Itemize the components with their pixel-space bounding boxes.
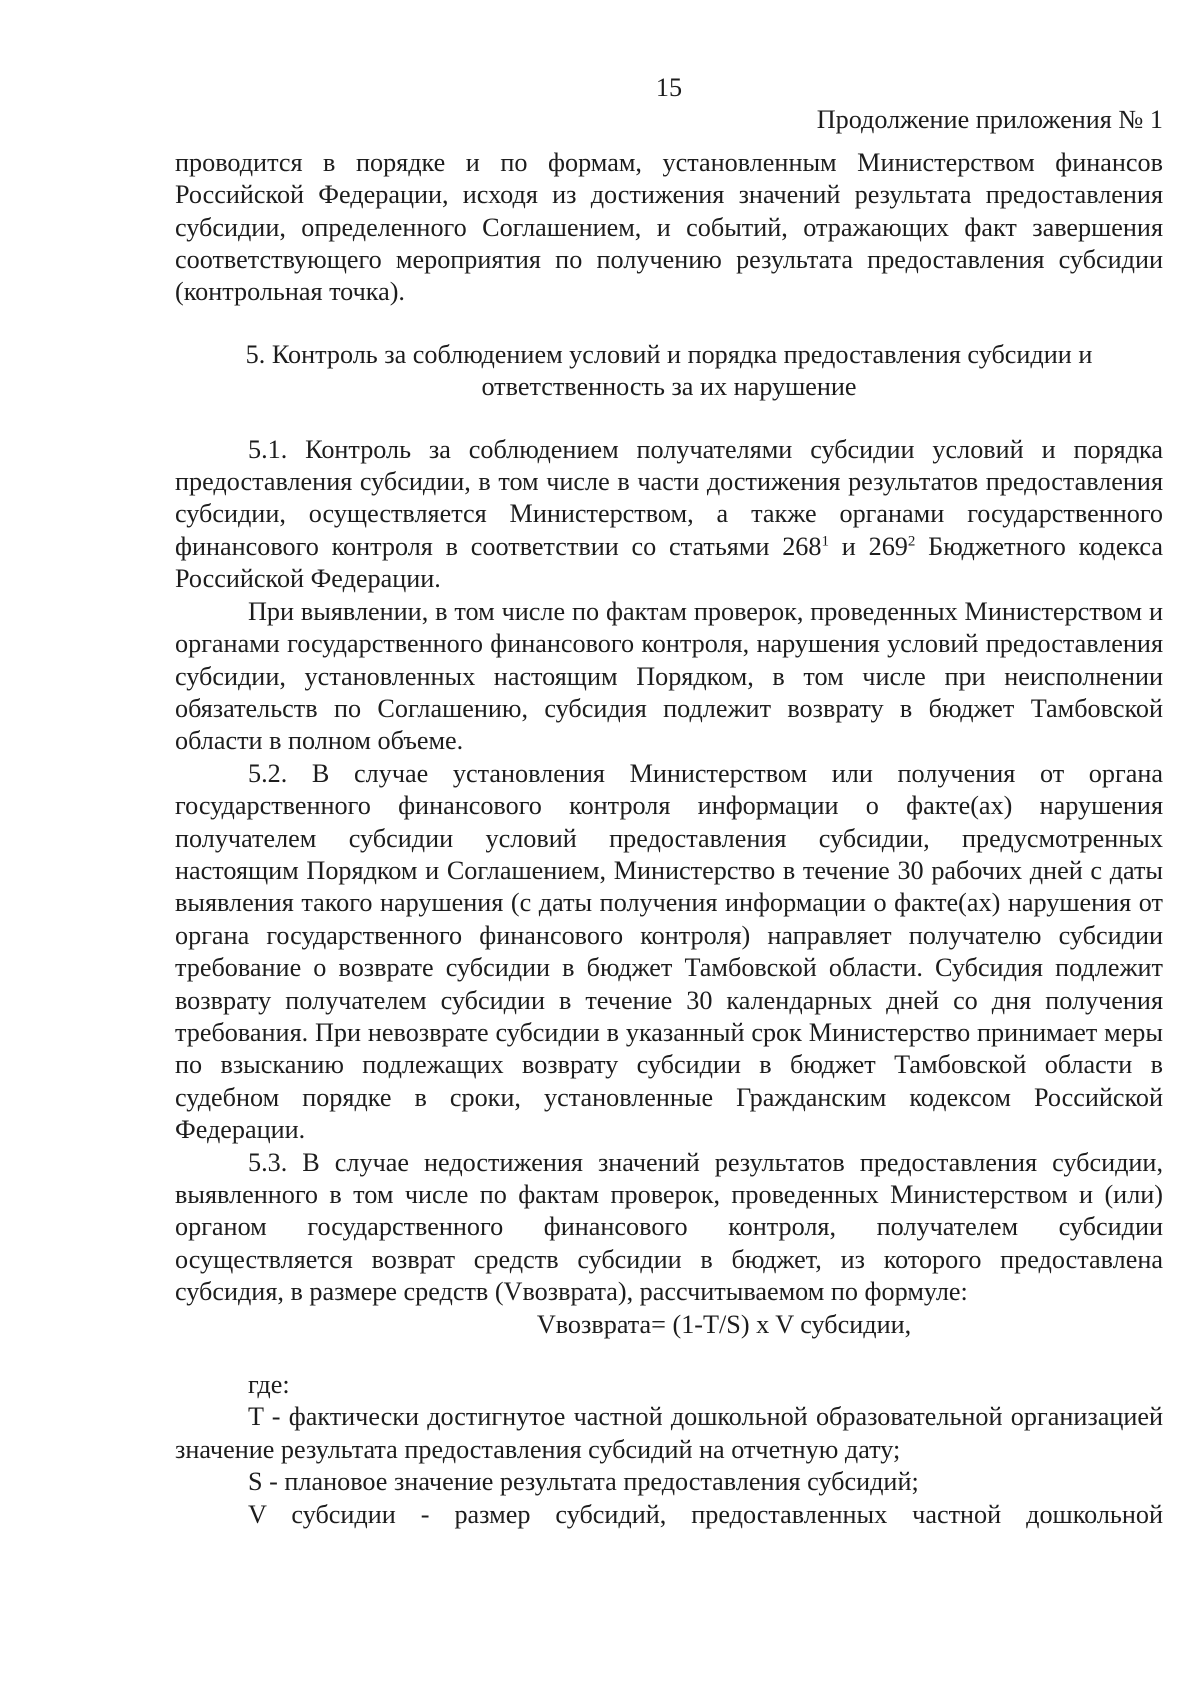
page-number bbox=[175, 72, 1163, 104]
paragraph-5-1-b: При выявлении, в том числе по фактам проверок, проведенных Министерством и органами государственного финансового контроля, нарушения условий предоставления субсидии, установленных настоящим Порядком, в том числе при неисполнении обязательств по Соглашению, субсидия подлежит возврату в бюджет Тамбовской области в полном объеме. bbox=[175, 596, 1163, 756]
section-5-title bbox=[175, 339, 1163, 404]
appendix-note: Продолжение приложения № 1 bbox=[816, 105, 1163, 135]
page-number-text: 15 bbox=[655, 73, 683, 102]
definition-t: T - фактически достигнутое частной дошкольной образовательной организацией значение результата предоставления субсидий на отчетную дату; bbox=[175, 1402, 1163, 1464]
superscript-2: 2 bbox=[907, 533, 916, 550]
paragraph-5-1-end: Бюджетного кодекса Российской Федерации. bbox=[175, 531, 1163, 594]
document-page bbox=[175, 72, 1163, 1531]
section-title-line-1: 5. Контроль за соблюдением условий и порядка предоставления субсидии и bbox=[245, 339, 1093, 369]
definition-v: V субсидии - размер субсидий, предоставленных частной дошкольной bbox=[248, 1499, 1163, 1529]
paragraph-5-3: 5.3. В случае недостижения значений результатов предоставления субсидии, выявленного в том числе по фактам проверок, проведенных Министерством и (или) органом государственного финансового контроля, получателем субсидии осуществляется возврат средств субсидии в бюджет, из которого предоставлена субсидия, в размере средств (Vвозврата), рассчитываемом по формуле: bbox=[175, 1147, 1163, 1307]
paragraph-5-1-mid: и 269 bbox=[829, 531, 908, 561]
superscript-1: 1 bbox=[821, 533, 829, 550]
formula: Vвозврата= (1-T/S) x V субсидии, bbox=[536, 1309, 912, 1339]
paragraph-5-1 bbox=[175, 434, 1163, 596]
definition-s: S - плановое значение результата предоставления субсидий; bbox=[248, 1467, 919, 1497]
paragraph-5-1-text: 5.1. Контроль за соблюдением получателями субсидии условий и порядка предоставления субсидии, в том числе в части достижения результатов предоставления субсидии, осуществляется Министерством, а также органами государственного финансового контроля в соответствии со статьями 268 bbox=[175, 434, 1163, 561]
section-title-line-2: ответственность за их нарушение bbox=[481, 372, 857, 402]
paragraph-5-2: 5.2. В случае установления Министерством или получения от органа государственного финансового контроля информации о факте(ах) нарушения получателем субсидии условий предоставления субсидии, предусмотренных настоящим Порядком и Соглашением, Министерство в течение 30 рабочих дней с даты выявления такого нарушения (с даты получения информации о факте(ах) нарушения от органа государственного финансового контроля) направляет получателю субсидии требование о возврате субсидии в бюджет Тамбовской области. Субсидия подлежит возврату получателем субсидии в течение 30 календарных дней со дня получения требования. При невозврате субсидии в указанный срок Министерство принимает меры по взысканию подлежащих возврату субсидии в бюджет Тамбовской области в судебном порядке в сроки, установленные Гражданским кодексом Российской Федерации. bbox=[175, 758, 1163, 1145]
where-label: где: bbox=[248, 1370, 290, 1400]
intro-paragraph: проводится в порядке и по формам, установленным Министерством финансов Российской Федерации, исходя из достижения значений результата предоставления субсидии, определенного Соглашением, и событий, отражающих факт завершения соответствующего мероприятия по получению результата предоставления субсидии (контрольная точка). bbox=[175, 147, 1163, 307]
